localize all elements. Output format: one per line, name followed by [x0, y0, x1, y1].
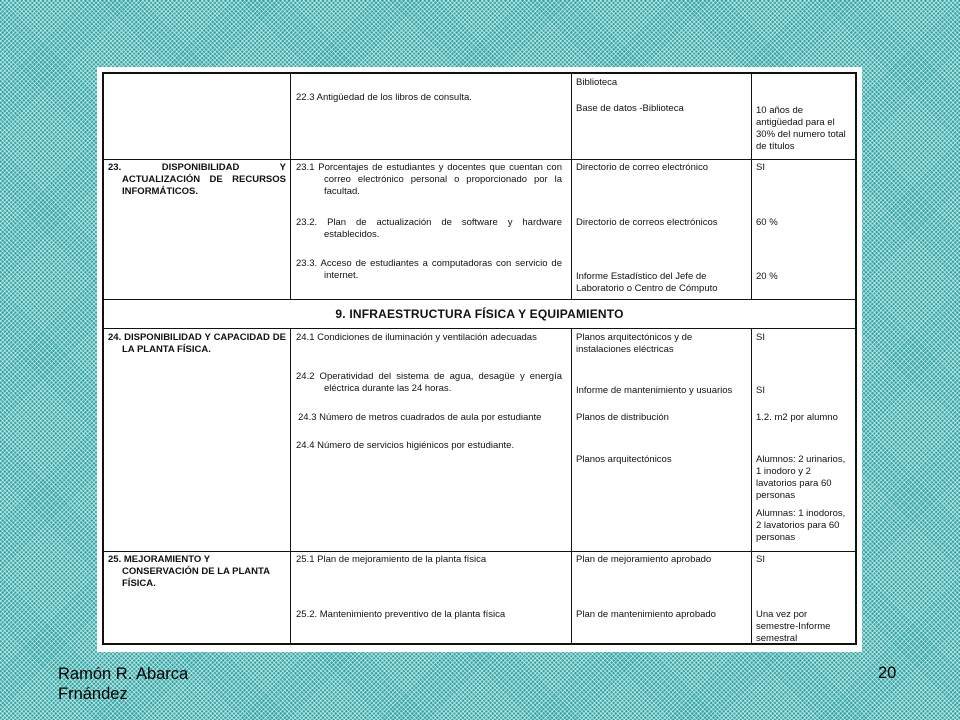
footer-author: Ramón R. Abarca Frnández — [58, 665, 189, 703]
standard-25-1: SI — [756, 554, 765, 565]
standard-24-3: 1.2. m2 por alumno — [756, 412, 838, 423]
source-cell — [572, 74, 752, 159]
standard-23-2: 60 % — [756, 217, 778, 228]
source-22-base-datos: Base de datos -Biblioteca — [576, 103, 684, 114]
indicator-cell — [291, 329, 572, 551]
source-cell — [572, 552, 752, 643]
indicator-cell — [291, 160, 572, 299]
indicator-24-3: 24.3 Número de metros cuadrados de aula por estudiante — [298, 412, 542, 423]
section-header-row — [104, 299, 855, 329]
table-row-25 — [104, 552, 855, 643]
criterion-25: 25. MEJORAMIENTO Y CONSERVACIÓN DE LA PLANTA FÍSICA. — [108, 554, 270, 589]
table-row-24 — [104, 329, 855, 552]
table-row-22 — [104, 74, 855, 160]
source-23-2: Directorio de correos electrónicos — [576, 217, 718, 228]
standard-22-3: 10 años de antigüedad para el 30% del numero total de títulos — [756, 105, 846, 152]
source-24-2: Informe de mantenimiento y usuarios — [576, 385, 733, 396]
source-23-1: Directorio de correo electrónico — [576, 162, 709, 173]
indicator-23-1: 23.1 Porcentajes de estudiantes y docentes que cuentan con correo electrónico personal o proporcionado por la facultad. — [296, 162, 562, 197]
slide-content — [97, 67, 862, 652]
indicator-24-1: 24.1 Condiciones de iluminación y ventilación adecuadas — [296, 332, 537, 343]
indicator-25-1: 25.1 Plan de mejoramiento de la planta física — [296, 554, 487, 565]
indicator-23-3: 23.3. Acceso de estudiantes a computadoras con servicio de internet. — [296, 258, 562, 281]
source-24-1: Planos arquitectónicos y de instalaciones eléctricas — [576, 332, 693, 355]
slide-page-number: 20 — [878, 664, 897, 682]
source-cell — [572, 160, 752, 299]
standard-cell — [752, 552, 855, 643]
source-24-3: Planos de distribución — [576, 412, 669, 423]
standard-cell — [752, 329, 855, 551]
indicator-22-3: 22.3 Antigüedad de los libros de consulta. — [296, 92, 472, 103]
standard-cell — [752, 160, 855, 299]
source-25-2: Plan de mantenimiento aprobado — [576, 609, 716, 620]
standard-cell — [752, 74, 855, 159]
standard-23-3: 20 % — [756, 271, 778, 282]
document-table — [102, 72, 857, 645]
standard-24-2: SI — [756, 385, 765, 396]
indicator-25-2: 25.2. Mantenimiento preventivo de la planta física — [296, 609, 506, 620]
criterion-cell — [104, 552, 291, 643]
source-22-biblioteca: Biblioteca — [576, 77, 618, 88]
source-23-3: Informe Estadístico del Jefe de Laboratorio o Centro de Cómputo — [576, 271, 718, 294]
standard-24-4-alumnos: Alumnos: 2 urinarios, 1 inodoro y 2 lavatorios para 60 personas — [756, 454, 846, 501]
indicator-cell — [291, 74, 572, 159]
criterion-23: 23. DISPONIBILIDAD Y ACTUALIZACIÓN DE RECURSOS INFORMÁTICOS. — [108, 162, 286, 197]
indicator-24-2: 24.2 Operatividad del sistema de agua, desagüe y energía eléctrica durante las 24 horas. — [296, 371, 562, 394]
source-25-1: Plan de mejoramiento aprobado — [576, 554, 712, 565]
standard-25-2: Una vez por semestre-Informe semestral — [756, 609, 831, 644]
criterion-cell — [104, 329, 291, 551]
source-cell — [572, 329, 752, 551]
standard-24-4-alumnas: Alumnas: 1 inodoros, 2 lavatorios para 60 personas — [756, 508, 846, 543]
standard-24-1: SI — [756, 332, 765, 343]
table-row-23 — [104, 160, 855, 299]
source-24-4: Planos arquitectónicos — [576, 454, 672, 465]
section-title: 9. INFRAESTRUCTURA FÍSICA Y EQUIPAMIENTO — [335, 307, 624, 321]
criterion-cell — [104, 160, 291, 299]
indicator-cell — [291, 552, 572, 643]
criterion-24: 24. DISPONIBILIDAD Y CAPACIDAD DE LA PLANTA FÍSICA. — [108, 332, 286, 355]
indicator-23-2: 23.2. Plan de actualización de software y hardware establecidos. — [296, 217, 562, 240]
standard-23-1: SI — [756, 162, 765, 173]
criterion-cell — [104, 74, 291, 159]
indicator-24-4: 24.4 Número de servicios higiénicos por estudiante. — [296, 440, 515, 451]
